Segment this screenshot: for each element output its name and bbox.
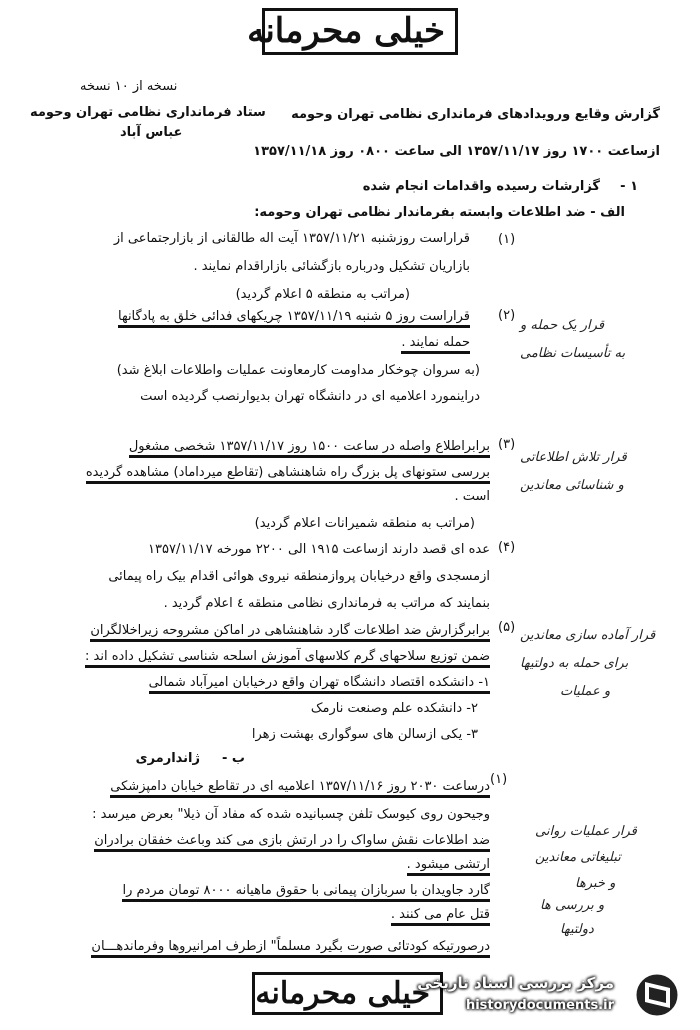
report-title: گزارش وقایع ورویدادهای فرمانداری نظامی تهران وحومه <box>291 107 660 122</box>
org-name: ستاد فرمانداری نظامی تهران وحومه <box>30 105 266 120</box>
item-5-line-1: برابرگزارش ضد اطلاعات گارد شاهنشاهی در اماکن مشروحه زیراخلالگران <box>90 624 490 642</box>
item-2-line-3: (به سروان چوخکار مداومت کارمعاونت عملیات واطلاعات ابلاغ شد) <box>116 363 480 378</box>
section-1-number: ۱ - <box>620 179 638 194</box>
report-period: ازساعت ۱۷۰۰ روز ۱۳۵۷/۱۱/۱۷ الی ساعت ۰۸۰۰ روز ۱۳۵۷/۱۱/۱۸ <box>253 144 660 159</box>
copy-line: نسخه از ۱۰ نسخه <box>80 79 178 94</box>
item-2-line-1: قراراست روز ۵ شنبه ۱۳۵۷/۱۱/۱۹ چریکهای فدائی خلق به پادگانها <box>118 310 470 328</box>
item-1-line-2: بازاریان تشکیل ودرباره بازگشائی بازاراقدام نمایند . <box>193 259 470 274</box>
watermark-logo-icon <box>630 970 684 1020</box>
item-2-number: (۲) <box>498 308 516 323</box>
margin-note: و عملیات <box>560 684 611 699</box>
item-5-line-5: ۳- یکی ازسالن های سوگواری بهشت زهرا <box>251 727 478 742</box>
item-1-number: (۱) <box>498 232 516 247</box>
section-1-sub-a: الف - ضد اطلاعات وابسته بفرماندار نظامی تهران وحومه: <box>254 205 625 220</box>
section-b-title: ژاندارمری <box>135 751 200 766</box>
top-classification-stamp: خیلی محرمانه <box>262 8 458 55</box>
margin-note: دولتیها <box>560 922 594 937</box>
margin-note: قرار یک حمله و <box>520 318 605 333</box>
margin-note: و بررسی ها <box>540 898 605 913</box>
item-b1-line-5: گارد جاویدان با سربازان پیمانی با حقوق ماهیانه ۸۰۰۰ تومان مردم را <box>122 884 490 902</box>
item-5-line-3: ۱- دانشکده اقتصاد دانشگاه تهران واقع درخیابان امیرآباد شمالی <box>149 676 490 694</box>
margin-note: و شناسائی معاندین <box>520 478 624 493</box>
item-5-line-4: ۲- دانشکده علم وصنعت نارمک <box>310 701 478 716</box>
margin-note: قرار عملیات روانی <box>535 824 637 839</box>
margin-note: قرار آماده سازی معاندین <box>520 628 656 643</box>
item-b1-number: (۱) <box>490 772 508 787</box>
section-b-number: ب - <box>222 751 245 766</box>
margin-note: قرار تلاش اطلاعاتی <box>520 450 627 465</box>
margin-note: تبلیغاتی معاندین <box>535 850 621 865</box>
item-4-line-2: ازمسجدی واقع درخیابان پروازمنطقه نیروی هوائی اقدام بیک راه پیمائی <box>108 569 490 584</box>
item-b1-line-7: درصورتیکه کودتائی صورت بگیرد مسلماً" ازطرف امرانیروها وفرماندهـــان <box>91 940 490 958</box>
item-b1-line-6: قتل عام می کنند . <box>391 908 490 926</box>
item-3-number: (۳) <box>498 437 516 452</box>
item-5-line-2: ضمن توزیع سلاحهای گرم کلاسهای آموزش اسلحه شناسی تشکیل داده اند : <box>85 650 490 668</box>
item-4-number: (۴) <box>498 540 516 555</box>
item-b1-line-3: ضد اطلاعات نقش ساواک را در ارتش بازی می کند وباعث خفقان برادران <box>94 834 490 852</box>
item-3-line-4: (مراتب به منطقه شمیرانات اعلام گردید) <box>254 516 475 531</box>
item-4-line-1: عده ای قصد دارند ازساعت ۱۹۱۵ الی ۲۲۰۰ مورخه ۱۳۵۷/۱۱/۱۷ <box>148 542 490 557</box>
margin-note: به تأسیسات نظامی <box>520 346 626 361</box>
item-1-line-1: قراراست روزشنبه ۱۳۵۷/۱۱/۲۱ آیت اله طالقانی از بازارجتماعی از <box>113 231 470 246</box>
item-5-number: (۵) <box>498 620 516 635</box>
item-3-line-2: بررسی ستونهای پل بزرگ راه شاهنشاهی (تقاطع میرداماد) مشاهده گردیده <box>86 466 490 484</box>
item-2-line-2: حمله نمایند . <box>401 336 470 354</box>
watermark <box>417 968 692 1023</box>
item-2-line-4: دراینمورد اعلامیه ای در دانشگاه تهران بدیوارنصب گردیده است <box>140 389 480 404</box>
item-3-line-1: برابراطلاع واصله در ساعت ۱۵۰۰ روز ۱۳۵۷/۱۱/۱۷ شخصی مشغول <box>129 440 490 458</box>
watermark-url: historydocuments.ir <box>465 998 614 1013</box>
margin-note: و خبرها <box>575 876 616 891</box>
item-b1-line-4: ارتشی میشود . <box>407 858 490 876</box>
item-3-line-3: است . <box>454 489 490 504</box>
item-4-line-3: بنمایند که مراتب به فرمانداری نظامی منطقه ٤ اعلام گردید . <box>163 596 490 611</box>
section-1-title: گزارشات رسیده واقدامات انجام شده <box>362 179 600 194</box>
item-b1-line-2: وجیحون روی کیوسک تلفن چسبانیده شده که مفاد آن ذیلا" بعرض میرسد : <box>92 807 490 822</box>
org-location: عباس آباد <box>120 125 183 140</box>
bottom-classification-stamp: خیلی محرمانه <box>252 972 443 1015</box>
margin-note: برای حمله به دولتیها <box>520 656 629 671</box>
item-1-line-3: (مراتب به منطقه ۵ اعلام گردید) <box>235 287 410 302</box>
item-b1-line-1: درساعت ۲۰۳۰ روز ۱۳۵۷/۱۱/۱۶ اعلامیه ای در تقاطع خیابان دامپزشکی <box>110 780 490 798</box>
watermark-title: مرکز بررسی اسناد تاریخی <box>417 974 614 992</box>
